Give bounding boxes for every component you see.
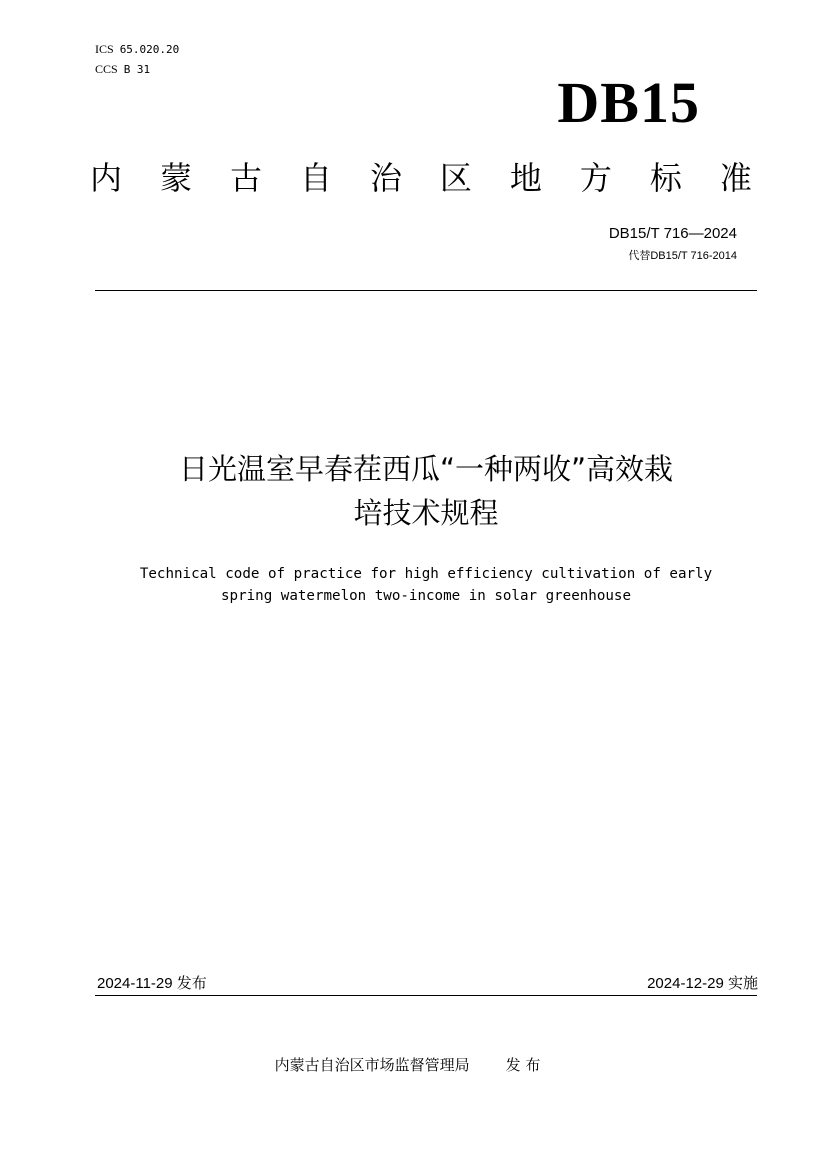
ics-label: ICS xyxy=(95,42,114,56)
standard-number: DB15/T 716—2024 xyxy=(608,225,737,242)
chinese-title xyxy=(95,447,757,535)
standard-type-char: 方 xyxy=(579,159,612,197)
english-title-line-1: Technical code of practice for high efficiency cultivation of early xyxy=(139,566,713,582)
issue-date-value: 2024-11-29 xyxy=(97,975,173,992)
implementation-date-label: 实施 xyxy=(727,975,758,992)
header-divider xyxy=(95,290,757,291)
english-title xyxy=(95,563,757,607)
standard-code-logo: DB15 xyxy=(557,70,700,135)
standard-type-char: 标 xyxy=(649,159,682,197)
ics-classification xyxy=(95,42,179,57)
ics-code: 65.020.20 xyxy=(119,43,180,56)
implementation-date-value: 2024-12-29 xyxy=(647,975,724,992)
ccs-code: B 31 xyxy=(123,63,151,76)
standard-type-char: 治 xyxy=(369,159,402,197)
standard-type-char: 内 xyxy=(90,159,123,197)
english-title-line-2: spring watermelon two-income in solar greenhouse xyxy=(221,588,631,604)
publisher xyxy=(0,1056,815,1074)
standard-type-char: 自 xyxy=(299,159,332,197)
standard-type-char: 地 xyxy=(509,159,542,197)
standard-type-char: 区 xyxy=(439,159,472,197)
chinese-title-line-2: 培技术规程 xyxy=(353,496,499,530)
ccs-classification xyxy=(95,62,150,77)
implementation-date xyxy=(647,975,758,993)
issue-date-label: 发布 xyxy=(176,975,207,992)
standard-type-char: 蒙 xyxy=(159,159,192,197)
footer-divider xyxy=(95,995,757,996)
standard-type-char: 准 xyxy=(719,159,752,197)
chinese-title-line-1: 日光温室早春茬西瓜“一种两收”高效栽 xyxy=(178,452,674,486)
replaces-standard: 代替DB15/T 716-2014 xyxy=(628,250,737,262)
ccs-label: CCS xyxy=(95,62,118,76)
issue-date xyxy=(97,975,207,993)
standard-type-heading xyxy=(90,158,752,198)
publisher-action: 发 布 xyxy=(505,1056,541,1074)
publisher-name: 内蒙古自治区市场监督管理局 xyxy=(274,1056,470,1074)
standard-type-char: 古 xyxy=(229,159,262,197)
